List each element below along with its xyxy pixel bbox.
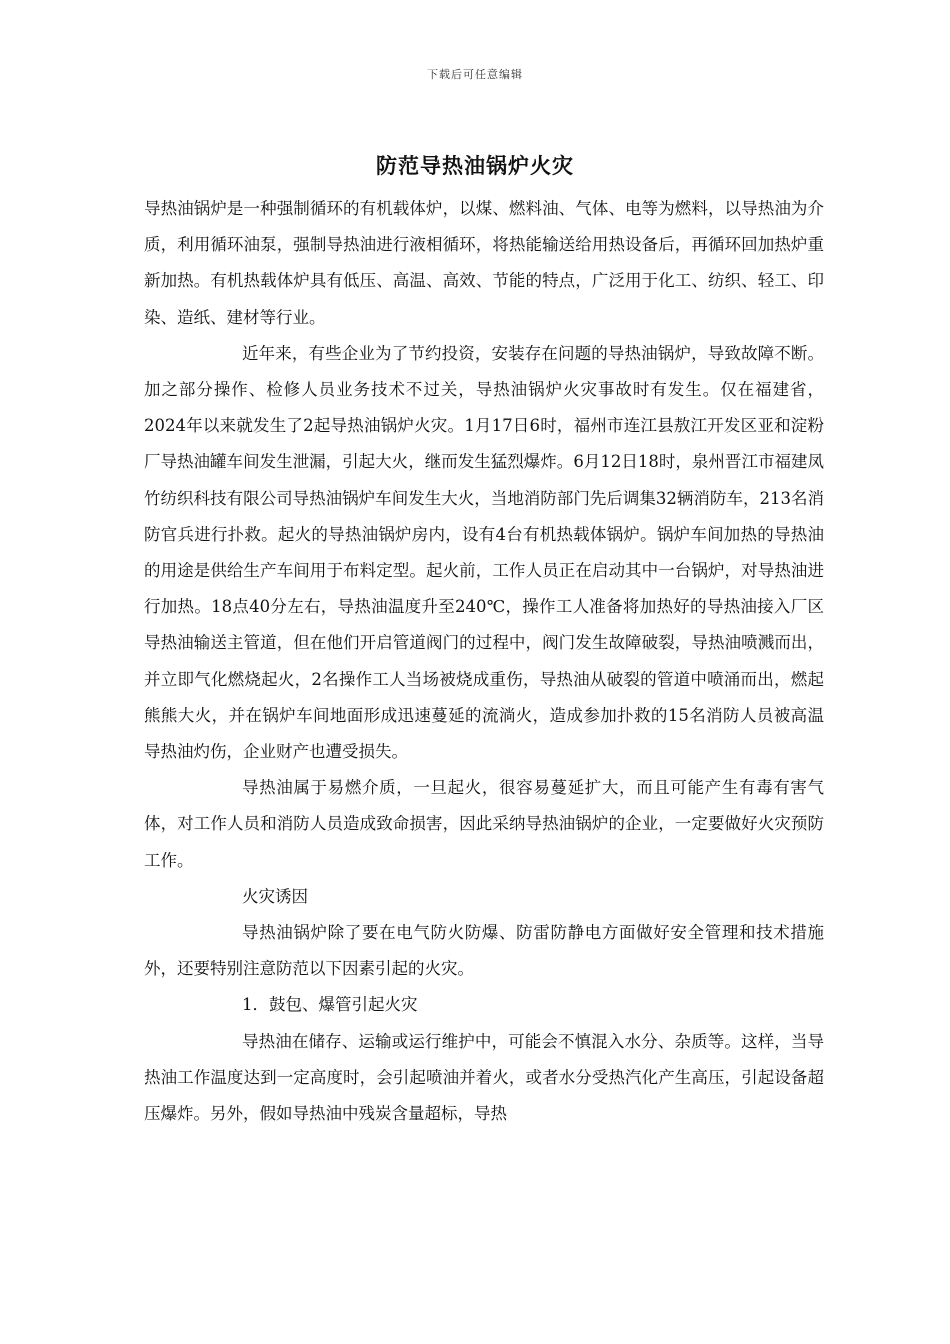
subheading-1: 1．鼓包、爆管引起火灾 [242, 995, 418, 1015]
document-body [144, 191, 824, 1132]
section-heading: 火灾诱因 [242, 886, 308, 906]
document-title: 防范导热油锅炉火灾 [376, 153, 574, 178]
header-note: 下载后可任意编辑 [427, 68, 523, 81]
paragraph-hazard: 导热油属于易燃介质，一旦起火，很容易蔓延扩大，而且可能产生有毒有害气体，对工作人员和消防人员造成致命损害，因此采纳导热油锅炉的企业，一定要做好火灾预防工作。 [144, 778, 824, 870]
paragraph-sub-1: 导热油在储存、运输或运行维护中，可能会不慎混入水分、杂质等。这样，当导热油工作温度达到一定高度时，会引起喷油并着火，或者水分受热汽化产生高压，引起设备超压爆炸。另外，假如导热油中残炭含量超标，导热 [144, 1031, 824, 1124]
paragraph-incidents: 近年来，有些企业为了节约投资，安装存在问题的导热油锅炉，导致故障不断。加之部分操作、检修人员业务技术不过关，导热油锅炉火灾事故时有发生。仅在福建省，2024年以来就发生了2起导热油锅炉火灾。1月17日6时，福州市连江县敖江开发区亚和淀粉厂导热油罐车间发生泄漏，引起大火，继而发生猛烈爆炸。6月12日18时，泉州晋江市福建凤竹纺织科技有限公司导热油锅炉车间发生大火，当地消防部门先后调集32辆消防车，213名消防官兵进行扑救。起火的导热油锅炉房内，设有4台有机热载体锅炉。锅炉车间加热的导热油的用途是供给生产车间用于布料定型。起火前，工作人员正在启动其中一台锅炉，对导热油进行加热。18点40分左右，导热油温度升至240℃，操作工人准备将加热好的导热油接入厂区导热油输送主管道，但在他们开启管道阀门的过程中，阀门发生故障破裂，导热油喷溅而出，并立即气化燃烧起火，2名操作工人当场被烧成重伤，导热油从破裂的管道中喷涌而出，燃起熊熊大火，并在锅炉车间地面形成迅速蔓延的流淌火，造成参加扑救的15名消防人员被高温导热油灼伤，企业财产也遭受损失。 [144, 343, 824, 762]
paragraph-intro: 导热油锅炉是一种强制循环的有机载体炉，以煤、燃料油、气体、电等为燃料，以导热油为介质，利用循环油泵，强制导热油进行液相循环，将热能输送给用热设备后，再循环回加热炉重新加热。有机热载体炉具有低压、高温、高效、节能的特点，广泛用于化工、纺织、轻工、印染、造纸、建材等行业。 [144, 199, 824, 327]
paragraph-section-intro: 导热油锅炉除了要在电气防火防爆、防雷防静电方面做好安全管理和技术措施外，还要特别注意防范以下因素引起的火灾。 [144, 923, 824, 979]
